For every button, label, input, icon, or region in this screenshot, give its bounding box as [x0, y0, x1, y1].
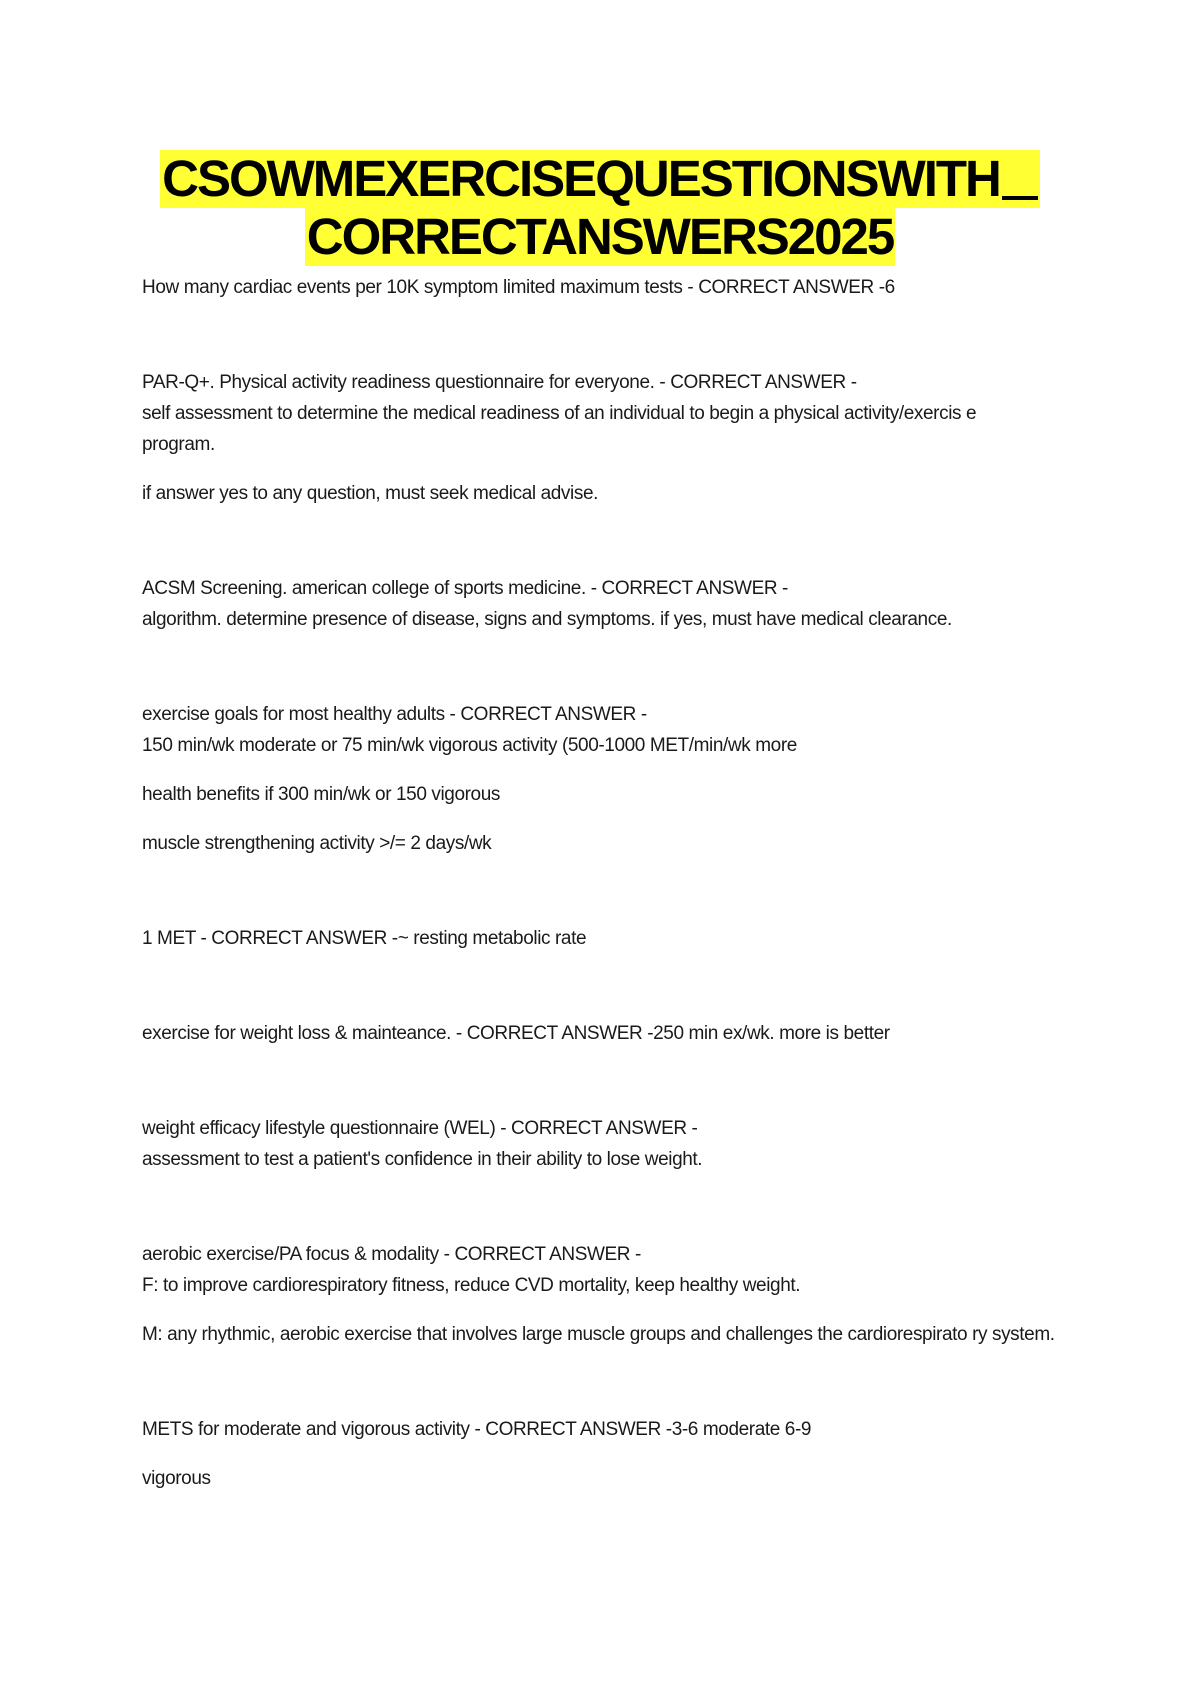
qa-item	[142, 923, 1062, 954]
qa-line: ACSM Screening. american college of sports medicine. - CORRECT ANSWER -	[142, 578, 788, 599]
qa-line: METS for moderate and vigorous activity - CORRECT ANSWER -3-6 moderate 6-9	[142, 1419, 812, 1440]
qa-item	[142, 1113, 1062, 1175]
qa-extra-line: muscle strengthening activity >/= 2 days/wk	[142, 833, 492, 854]
qa-line: exercise goals for most healthy adults - CORRECT ANSWER -	[142, 704, 647, 725]
qa-extra-line: vigorous	[142, 1468, 211, 1489]
qa-item	[142, 367, 1062, 509]
qa-extra-line: if answer yes to any question, must seek medical advise.	[142, 483, 598, 504]
qa-line: F: to improve cardiorespiratory fitness, reduce CVD mortality, keep healthy weight.	[142, 1275, 801, 1296]
title-line-2: CORRECTANSWERS2025	[306, 208, 894, 265]
qa-item	[142, 272, 1062, 303]
qa-item	[142, 573, 1062, 635]
qa-line: weight efficacy lifestyle questionnaire (WEL) - CORRECT ANSWER -	[142, 1118, 698, 1139]
qa-line: exercise for weight loss & mainteance. - CORRECT ANSWER -250 min ex/wk. more is better	[142, 1023, 890, 1044]
qa-item	[142, 1414, 1062, 1494]
qa-line: program.	[142, 434, 215, 455]
qa-item	[142, 699, 1062, 859]
document-title	[0, 150, 1200, 266]
qa-line: 150 min/wk moderate or 75 min/wk vigorous activity (500-1000 MET/min/wk more	[142, 735, 797, 756]
qa-line: assessment to test a patient's confidence in their ability to lose weight.	[142, 1149, 703, 1170]
qa-line: PAR-Q+. Physical activity readiness questionnaire for everyone. - CORRECT ANSWER -	[142, 372, 857, 393]
qa-line: self assessment to determine the medical readiness of an individual to begin a physical activity/exercis e	[142, 403, 977, 424]
qa-line: How many cardiac events per 10K symptom limited maximum tests - CORRECT ANSWER -6	[142, 277, 895, 298]
title-line-1: CSOWMEXERCISEQUESTIONSWITH	[160, 150, 1040, 208]
qa-item	[142, 1239, 1062, 1350]
qa-list	[142, 272, 1062, 1558]
qa-line: aerobic exercise/PA focus & modality - CORRECT ANSWER -	[142, 1244, 641, 1265]
qa-extra-line: health benefits if 300 min/wk or 150 vigorous	[142, 784, 500, 805]
qa-line: algorithm. determine presence of disease, signs and symptoms. if yes, must have medical clearance.	[142, 609, 952, 630]
qa-extra-line: M: any rhythmic, aerobic exercise that involves large muscle groups and challenges the cardiorespirato ry system.	[142, 1324, 1055, 1345]
qa-item	[142, 1018, 1062, 1049]
qa-line: 1 MET - CORRECT ANSWER -~ resting metabolic rate	[142, 928, 587, 949]
